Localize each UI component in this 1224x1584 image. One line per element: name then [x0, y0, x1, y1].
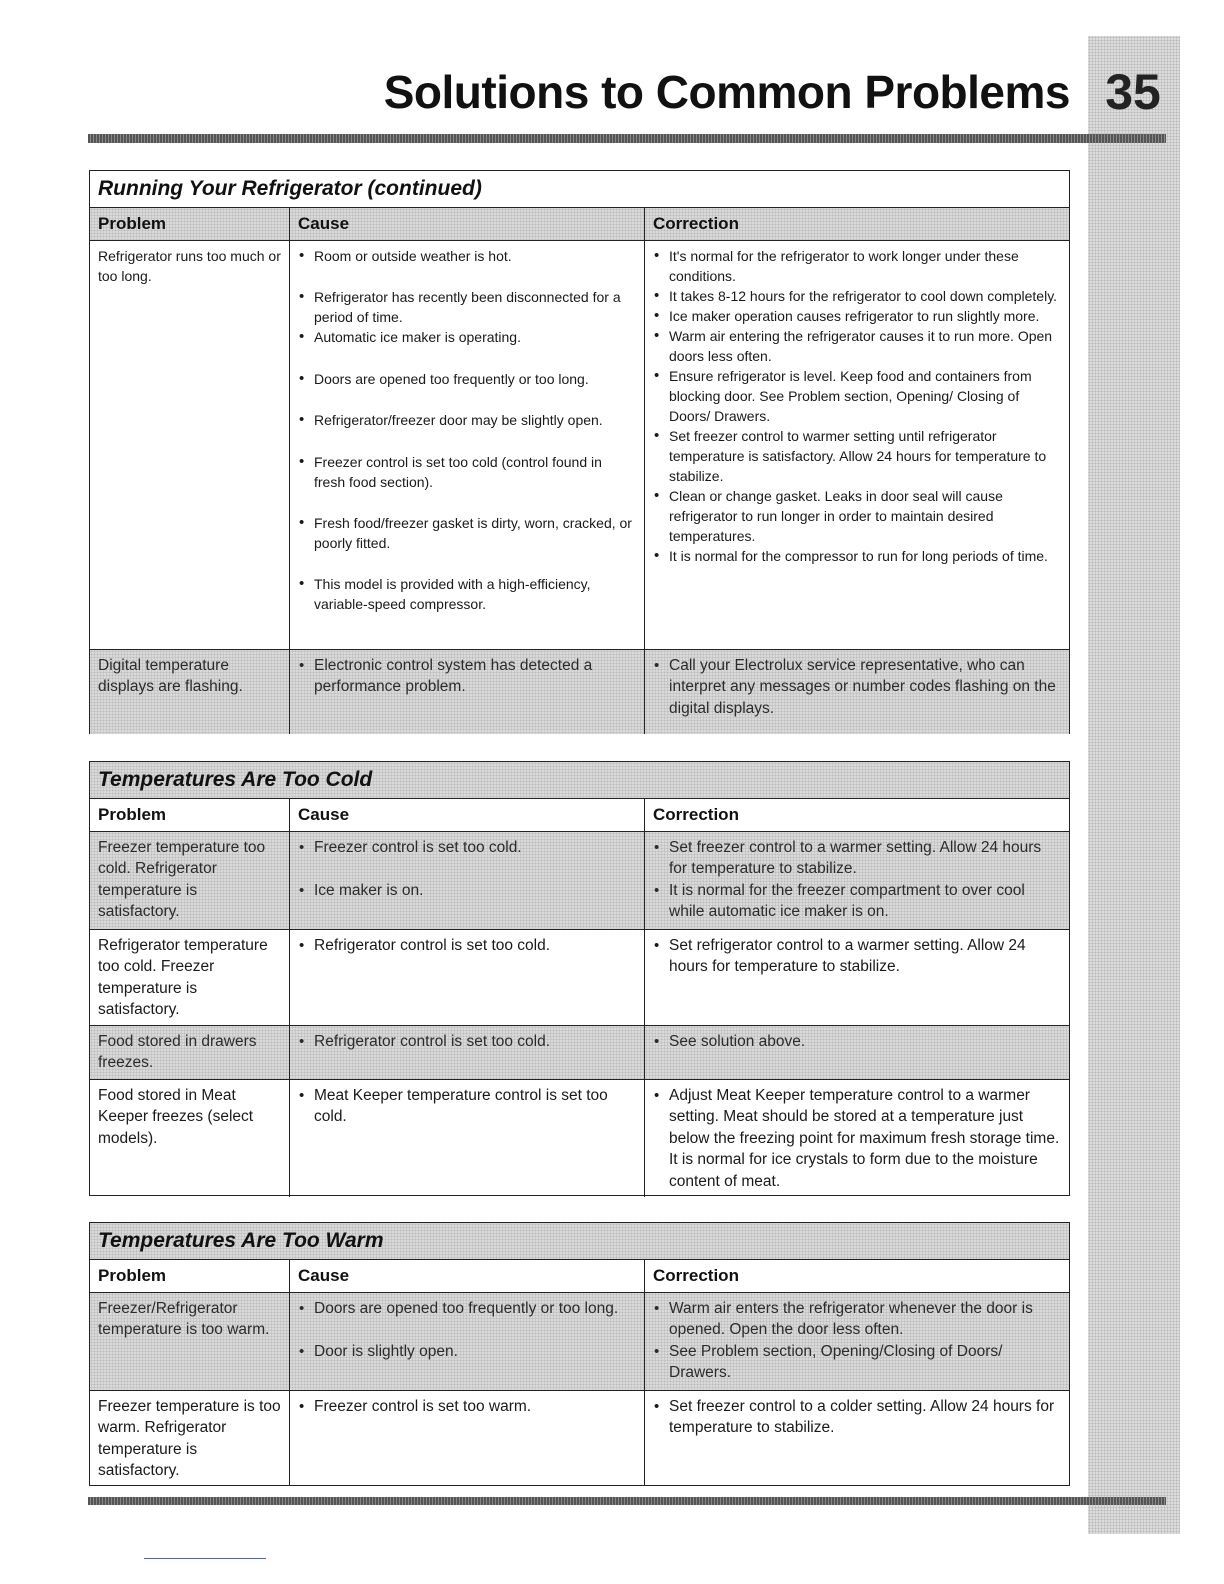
correction-item: • Warm air enters the refrigerator whenever the door is opened. Open the door less often.	[653, 1298, 1061, 1341]
table-header	[90, 799, 1069, 832]
table-row	[90, 650, 1069, 734]
bottom-rule	[88, 1497, 1166, 1505]
cause-item: • Door is slightly open.	[298, 1341, 636, 1362]
section-too-cold	[89, 761, 1070, 1196]
table-header	[90, 1260, 1069, 1293]
problem-cell: Food stored in Meat Keeper freezes (select models).	[90, 1080, 290, 1197]
header-problem: Problem	[90, 208, 290, 240]
correction-cell	[645, 650, 1069, 734]
cause-item: • Refrigerator control is set too cold.	[298, 1031, 636, 1052]
cause-item: • Ice maker is on.	[298, 880, 636, 901]
correction-item: • Set freezer control to warmer setting until refrigerator temperature is satisfactory. Allow 24 hours for temperature to stabilize.	[653, 426, 1061, 486]
section-running-refrigerator	[89, 170, 1070, 734]
table-row	[90, 1293, 1069, 1391]
correction-cell	[645, 832, 1069, 929]
table-row	[90, 241, 1069, 650]
problem-cell: Food stored in drawers freezes.	[90, 1026, 290, 1079]
cause-item: • Refrigerator/freezer door may be slightly open.	[298, 410, 636, 430]
cause-cell	[290, 650, 645, 734]
correction-item: • Adjust Meat Keeper temperature control to a warmer setting. Meat should be stored at a temperature just below the freezing point for maximum fresh storage time. It is normal for ice crystals to form due to the moisture content of meat.	[653, 1085, 1061, 1192]
cause-item: • Refrigerator control is set too cold.	[298, 935, 636, 956]
cause-cell	[290, 1391, 645, 1485]
page-number: 35	[1105, 64, 1161, 120]
cause-cell	[290, 1026, 645, 1079]
header-cause: Cause	[290, 799, 645, 831]
header-correction: Correction	[653, 1266, 739, 1285]
correction-cell	[645, 1080, 1069, 1197]
correction-item: • Ensure refrigerator is level. Keep food and containers from blocking door. See Problem section, Opening/ Closing of Doors/ Drawers.	[653, 366, 1061, 426]
header-cause: Cause	[290, 208, 645, 240]
correction-cell	[645, 1391, 1069, 1485]
problem-cell: Digital temperature displays are flashing.	[90, 650, 290, 734]
cause-item: • Automatic ice maker is operating.	[298, 327, 636, 347]
table-row	[90, 832, 1069, 930]
section-title: Temperatures Are Too Warm	[90, 1223, 1069, 1260]
correction-item: • See solution above.	[653, 1031, 1061, 1052]
cause-cell	[290, 241, 645, 649]
table-row	[90, 1026, 1069, 1080]
cause-item: • Meat Keeper temperature control is set too cold.	[298, 1085, 636, 1128]
correction-item: • Set freezer control to a warmer setting. Allow 24 hours for temperature to stabilize.	[653, 837, 1061, 880]
cause-item: • Room or outside weather is hot.	[298, 246, 636, 266]
correction-item: • It is normal for the compressor to run for long periods of time.	[653, 546, 1061, 566]
cause-cell	[290, 930, 645, 1025]
correction-item: • Set freezer control to a colder setting. Allow 24 hours for temperature to stabilize.	[653, 1396, 1061, 1439]
table-header	[90, 208, 1069, 241]
problem-cell: Refrigerator temperature too cold. Freezer temperature is satisfactory.	[90, 930, 290, 1025]
correction-item: • See Problem section, Opening/Closing of Doors/ Drawers.	[653, 1341, 1061, 1384]
cause-item: • Fresh food/freezer gasket is dirty, worn, cracked, or poorly fitted.	[298, 513, 636, 553]
correction-item: • Clean or change gasket. Leaks in door seal will cause refrigerator to run longer in order to maintain desired temperatures.	[653, 486, 1061, 546]
section-title: Running Your Refrigerator (continued)	[90, 171, 1069, 208]
cause-item: • Freezer control is set too cold (control found in fresh food section).	[298, 452, 636, 492]
correction-item: • Call your Electrolux service representative, who can interpret any messages or number codes flashing on the digital displays.	[653, 655, 1061, 719]
correction-item: • It's normal for the refrigerator to work longer under these conditions.	[653, 246, 1061, 286]
footer-link-line	[144, 1558, 266, 1559]
table-row	[90, 1080, 1069, 1197]
cause-item: • Doors are opened too frequently or too long.	[298, 369, 636, 389]
cause-item: • Electronic control system has detected a performance problem.	[298, 655, 636, 698]
header-problem: Problem	[90, 799, 290, 831]
cause-item: • Freezer control is set too cold.	[298, 837, 636, 858]
top-rule	[88, 134, 1166, 143]
correction-item: • It takes 8-12 hours for the refrigerator to cool down completely.	[653, 286, 1061, 306]
problem-cell: Refrigerator runs too much or too long.	[90, 241, 290, 649]
cause-cell	[290, 1080, 645, 1197]
cause-item: • Freezer control is set too warm.	[298, 1396, 636, 1417]
correction-cell	[645, 241, 1069, 649]
header-correction: Correction	[653, 214, 739, 233]
cause-cell	[290, 1293, 645, 1390]
header-problem: Problem	[90, 1260, 290, 1292]
side-tab-strip	[1088, 36, 1180, 1534]
section-too-warm	[89, 1222, 1070, 1486]
cause-cell	[290, 832, 645, 929]
correction-item: • Warm air entering the refrigerator causes it to run more. Open doors less often.	[653, 326, 1061, 366]
cause-item: • This model is provided with a high-efficiency, variable-speed compressor.	[298, 574, 636, 614]
correction-item: • Ice maker operation causes refrigerator to run slightly more.	[653, 306, 1061, 326]
cause-item: • Refrigerator has recently been disconnected for a period of time.	[298, 287, 636, 327]
header-correction: Correction	[653, 805, 739, 824]
page-title: Solutions to Common Problems	[383, 66, 1070, 118]
correction-cell	[645, 1026, 1069, 1079]
correction-cell	[645, 1293, 1069, 1390]
section-title: Temperatures Are Too Cold	[90, 762, 1069, 799]
correction-item: • Set refrigerator control to a warmer setting. Allow 24 hours for temperature to stabilize.	[653, 935, 1061, 978]
header-cause: Cause	[290, 1260, 645, 1292]
problem-cell: Freezer temperature too cold. Refrigerator temperature is satisfactory.	[90, 832, 290, 929]
problem-cell: Freezer temperature is too warm. Refrigerator temperature is satisfactory.	[90, 1391, 290, 1485]
table-row	[90, 930, 1069, 1026]
table-row	[90, 1391, 1069, 1485]
correction-item: • It is normal for the freezer compartment to over cool while automatic ice maker is on.	[653, 880, 1061, 923]
correction-cell	[645, 930, 1069, 1025]
problem-cell: Freezer/Refrigerator temperature is too warm.	[90, 1293, 290, 1390]
cause-item: • Doors are opened too frequently or too long.	[298, 1298, 636, 1319]
